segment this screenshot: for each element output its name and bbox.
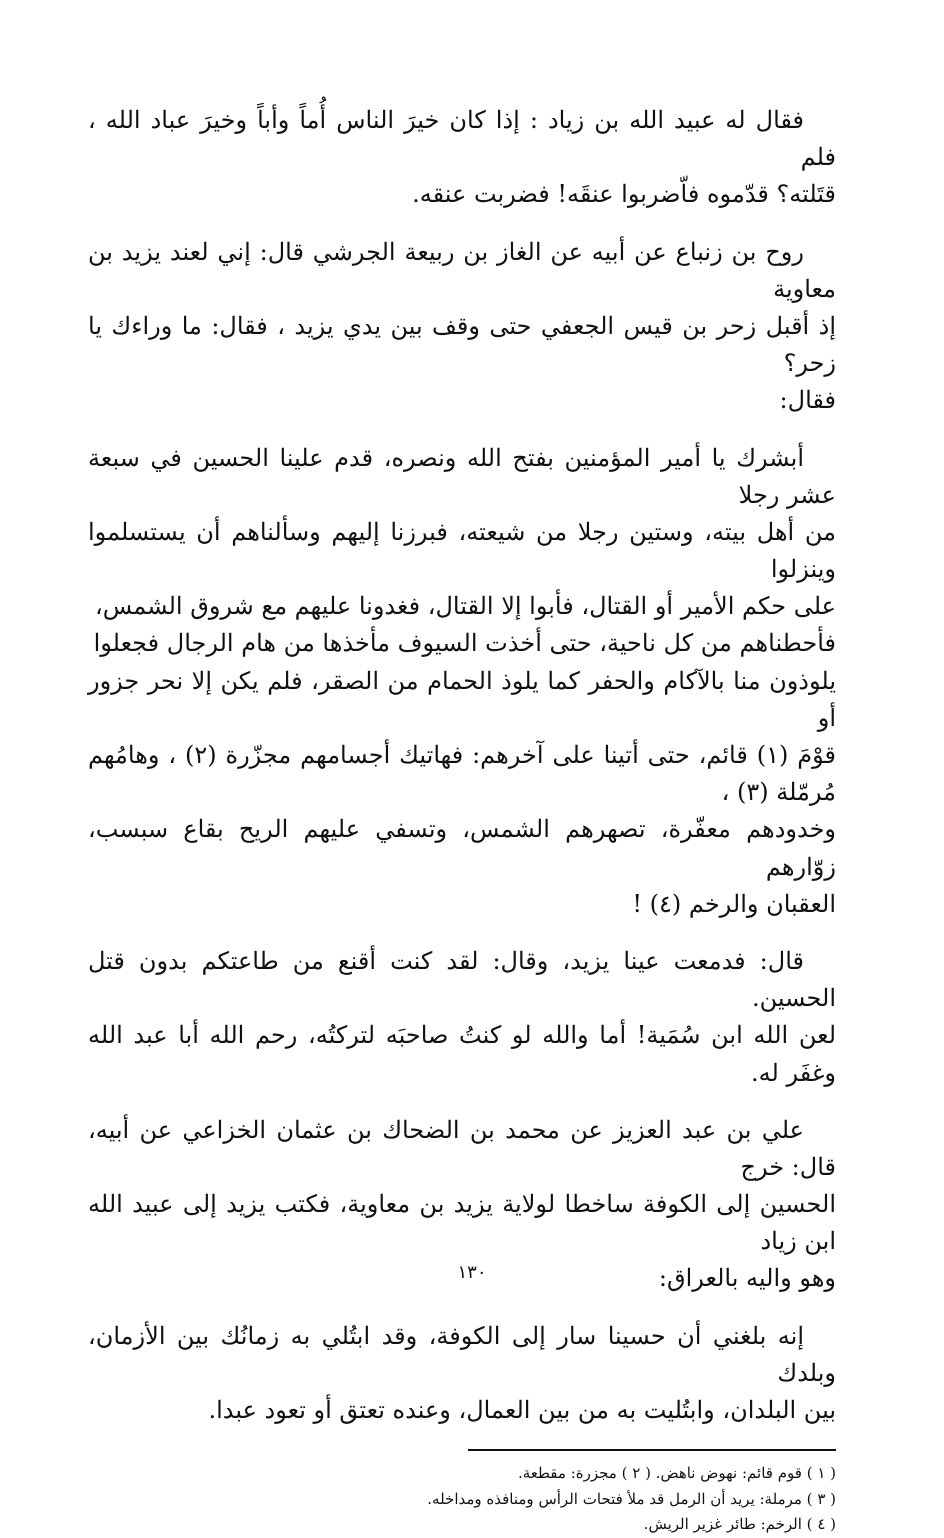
paragraph-ubaydallah-reply (88, 102, 836, 214)
footnote: ( ٤ ) الرخم: طائر غزير الريش. (643, 1515, 836, 1534)
text-line: إنه بلغني أن حسينا سار إلى الكوفة، وقد ابتُلي به زمانُك بين الأزمان، وبلدك (88, 1321, 836, 1387)
text-line: قال: فدمعت عينا يزيد، وقال: لقد كنت أقنع من طاعتكم بدون قتل الحسين. (88, 946, 836, 1013)
page-number: ١٣٠ (457, 1262, 487, 1283)
text-line: على حكم الأمير أو القتال، فأبوا إلا القتال، فغدونا عليهم مع شروق الشمس، (94, 592, 836, 621)
text-line: علي بن عبد العزيز عن محمد بن الضحاك بن عثمان الخزاعي عن أبيه، قال: خرج (88, 1115, 836, 1181)
text-line: فقال له عبيد الله بن زياد : إذا كان خيرَ الناس أُماً وأباً وخيرَ عباد الله ، فلم (88, 106, 836, 172)
text-line: أبشرك يا أمير المؤمنين بفتح الله ونصره، قدم علينا الحسين في سبعة عشر رجلا (88, 443, 836, 509)
footnotes (88, 1461, 836, 1538)
paragraph-yazid-response (88, 943, 836, 1092)
text-line: وهو واليه بالعراق: (658, 1264, 836, 1293)
text-line: لعن الله ابن سُمَية! أما والله لو كنتُ صاحبَه لتركتُه، رحم الله أبا عبد الله وغفَر له. (88, 1021, 836, 1087)
paragraph-rawh-narration (88, 234, 836, 420)
text-line: يلوذون منا بالآكام والحفر كما يلوذ الحمام من الصقر، فلم يكن إلا نحر جزور أو (88, 666, 836, 732)
text-line: وخدودهم معفّرة، تصهرهم الشمس، وتسفي عليهم الريح بقاع سبسب، زوّارهم (88, 815, 836, 881)
paragraph-yazid-letter (88, 1318, 836, 1430)
text-line: روح بن زنباع عن أبيه عن الغاز بن ربيعة الجرشي قال: إني لعند يزيد بن معاوية (88, 237, 836, 303)
footnote: ( ١ ) قوم قائم: نهوض ناهض. ( ٢ ) مجزرة: مقطعة. (517, 1464, 836, 1483)
paragraph-zahr-report (88, 440, 836, 923)
text-line: فأحطناهم من كل ناحية، حتى أخذت السيوف مأخذها من هام الرجال فجعلوا (93, 629, 836, 658)
text-line: قتَلته؟ قدّموه فاّضربوا عنقَه! فضربت عنقه. (412, 180, 836, 209)
text-line: بين البلدان، وابتُليت به من بين العمال، وعنده تعتق أو تعود عبدا. (208, 1396, 836, 1424)
text-line: قوْمَ (١) قائم، حتى أتينا على آخرهم: فهاتيك أجسامهم مجزّرة (٢) ، وهامُهم مُرمّلة (٣) ، (88, 741, 836, 807)
text-line: فقال: (779, 386, 836, 415)
text-line: إذ أقبل زحر بن قيس الجعفي حتى وقف بين يدي يزيد ، فقال: ما وراءك يا زحر؟ (88, 311, 836, 378)
footnote-divider (468, 1449, 836, 1451)
footnote: ( ٣ ) مرملة: يريد أن الرمل قد ملأ فتحات الرأس ومنافذه ومداخله. (427, 1489, 836, 1508)
text-line: العقبان والرخم (٤) ! (632, 889, 836, 918)
text-line: من أهل بيته، وستين رجلا من شيعته، فبرزنا إليهم وسألناهم أن يستسلموا وينزلوا (88, 517, 836, 584)
text-line: الحسين إلى الكوفة ساخطا لولاية يزيد بن معاوية، فكتب يزيد إلى عبيد الله ابن زياد (88, 1190, 836, 1256)
